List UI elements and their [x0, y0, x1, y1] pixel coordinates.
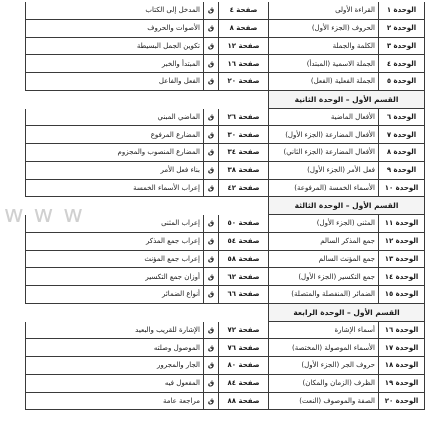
section-header-spacer — [25, 304, 268, 322]
lesson-title: إعراب جمع المؤنث — [25, 251, 203, 269]
page-number: صفحة ٧٦ — [218, 339, 268, 357]
section-header: القسم الأول – الوحدة الثانية — [268, 91, 425, 109]
page-number: صفحة ٣٨ — [218, 162, 268, 180]
table-row — [25, 322, 425, 340]
unit-number: الوحدة ٧ — [378, 126, 425, 144]
page-number: صفحة ٨٤ — [218, 375, 268, 393]
unit-number: الوحدة ١٦ — [378, 322, 425, 340]
lesson-title: إعراب المثنى — [25, 215, 203, 233]
table-row — [25, 162, 425, 180]
row-mark: ق — [203, 144, 218, 162]
unit-number: الوحدة ٣ — [378, 38, 425, 56]
table-row — [25, 339, 425, 357]
row-mark: ق — [203, 322, 218, 340]
table-row — [25, 233, 425, 251]
unit-number: الوحدة ١٨ — [378, 357, 425, 375]
page-number: صفحة ٣٤ — [218, 144, 268, 162]
unit-title: الأفعال المضارعة (الجزء الأول) — [268, 126, 378, 144]
row-mark: ق — [203, 357, 218, 375]
unit-title: فعل الأمر (الجزء الأول) — [268, 162, 378, 180]
table-row — [25, 2, 425, 20]
watermark: www — [4, 200, 93, 228]
unit-title: الجملة الاسمية (المبتدأ) — [268, 55, 378, 73]
unit-number: الوحدة ١٥ — [378, 286, 425, 304]
unit-number: الوحدة ٢٠ — [378, 393, 425, 411]
unit-title: المثنى (الجزء الأول) — [268, 215, 378, 233]
page-number: صفحة ٧٢ — [218, 322, 268, 340]
unit-title: جمع المذكر السالم — [268, 233, 378, 251]
unit-number: الوحدة ١ — [378, 2, 425, 20]
section-header-spacer — [25, 197, 268, 215]
unit-number: الوحدة ١٢ — [378, 233, 425, 251]
section-header: القسم الأول – الوحدة الرابعة — [268, 304, 425, 322]
section-header-row — [25, 197, 425, 215]
unit-number: الوحدة ١٩ — [378, 375, 425, 393]
lesson-title: المفعول فيه — [25, 375, 203, 393]
unit-number: الوحدة ٥ — [378, 73, 425, 91]
unit-title: الضمائر (المنفصلة والمتصلة) — [268, 286, 378, 304]
table-row — [25, 357, 425, 375]
page-number: صفحة ٨٠ — [218, 357, 268, 375]
row-mark: ق — [203, 38, 218, 56]
unit-title: القراءة الأولى — [268, 2, 378, 20]
page-number: صفحة ٣٠ — [218, 126, 268, 144]
page-number: صفحة ٢٠ — [218, 73, 268, 91]
page-number: صفحة ٦٢ — [218, 268, 268, 286]
lesson-title: تكوين الجمل البسيطة — [25, 38, 203, 56]
page-number: صفحة ٥٨ — [218, 251, 268, 269]
unit-title: الأسماء الخمسة (المرفوعة) — [268, 180, 378, 198]
lesson-title: المضارع المنصوب والمجزوم — [25, 144, 203, 162]
lesson-title: الجار والمجرور — [25, 357, 203, 375]
unit-number: الوحدة ١٠ — [378, 180, 425, 198]
table-row — [25, 251, 425, 269]
page-number: صفحة ٦٦ — [218, 286, 268, 304]
unit-number: الوحدة ١٣ — [378, 251, 425, 269]
table-row — [25, 286, 425, 304]
row-mark: ق — [203, 393, 218, 411]
page-number: صفحة ٨ — [218, 20, 268, 38]
page-number: صفحة ٥٤ — [218, 233, 268, 251]
row-mark: ق — [203, 375, 218, 393]
unit-number: الوحدة ٤ — [378, 55, 425, 73]
unit-number: الوحدة ١١ — [378, 215, 425, 233]
page-number: صفحة ١٢ — [218, 38, 268, 56]
lesson-title: مراجعة عامة — [25, 393, 203, 411]
row-mark: ق — [203, 73, 218, 91]
lesson-title: الإشارة للقريب والبعيد — [25, 322, 203, 340]
unit-number: الوحدة ١٤ — [378, 268, 425, 286]
lesson-title: الموصول وصلته — [25, 339, 203, 357]
unit-title: الأفعال المضارعة (الجزء الثاني) — [268, 144, 378, 162]
row-mark: ق — [203, 2, 218, 20]
section-header-row — [25, 304, 425, 322]
row-mark: ق — [203, 20, 218, 38]
table-row — [25, 375, 425, 393]
unit-title: الكلمة والجملة — [268, 38, 378, 56]
page-number: صفحة ٨٨ — [218, 393, 268, 411]
table-row — [25, 180, 425, 198]
table-row — [25, 109, 425, 127]
row-mark: ق — [203, 251, 218, 269]
section-header-row — [25, 91, 425, 109]
table-row — [25, 73, 425, 91]
lesson-title: بناء فعل الأمر — [25, 162, 203, 180]
unit-title: الأسماء الموصولة (المختصة) — [268, 339, 378, 357]
table-row — [25, 55, 425, 73]
row-mark: ق — [203, 268, 218, 286]
section-header-spacer — [25, 91, 268, 109]
row-mark: ق — [203, 180, 218, 198]
unit-title: أسماء الإشارة — [268, 322, 378, 340]
page-number: صفحة ٥٠ — [218, 215, 268, 233]
unit-title: جمع التكسير (الجزء الأول) — [268, 268, 378, 286]
unit-title: الأفعال الماضية — [268, 109, 378, 127]
contents-table — [25, 2, 425, 410]
lesson-title: الماضي المبني — [25, 109, 203, 127]
table-row — [25, 144, 425, 162]
unit-title: الصفة والموصوف (النعت) — [268, 393, 378, 411]
unit-number: الوحدة ٦ — [378, 109, 425, 127]
row-mark: ق — [203, 339, 218, 357]
unit-number: الوحدة ٨ — [378, 144, 425, 162]
row-mark: ق — [203, 215, 218, 233]
row-mark: ق — [203, 55, 218, 73]
row-mark: ق — [203, 162, 218, 180]
table-row — [25, 126, 425, 144]
unit-title: الظرف (الزمان والمكان) — [268, 375, 378, 393]
unit-number: الوحدة ٩ — [378, 162, 425, 180]
row-mark: ق — [203, 126, 218, 144]
lesson-title: الأصوات والحروف — [25, 20, 203, 38]
page-number: صفحة ٤٢ — [218, 180, 268, 198]
section-header: القسم الأول – الوحدة الثالثة — [268, 197, 425, 215]
row-mark: ق — [203, 286, 218, 304]
lesson-title: إعراب الأسماء الخمسة — [25, 180, 203, 198]
unit-number: الوحدة ١٧ — [378, 339, 425, 357]
unit-title: جمع المؤنث السالم — [268, 251, 378, 269]
lesson-title: المبتدأ والخبر — [25, 55, 203, 73]
page-number: صفحة ١٦ — [218, 55, 268, 73]
table-row — [25, 20, 425, 38]
table-row — [25, 38, 425, 56]
page-number: صفحة ٢٦ — [218, 109, 268, 127]
table-row — [25, 268, 425, 286]
unit-title: الحروف (الجزء الأول) — [268, 20, 378, 38]
table-row — [25, 393, 425, 411]
page-number: صفحة ٤ — [218, 2, 268, 20]
unit-number: الوحدة ٢ — [378, 20, 425, 38]
lesson-title: إعراب جمع المذكر — [25, 233, 203, 251]
row-mark: ق — [203, 109, 218, 127]
lesson-title: أوزان جمع التكسير — [25, 268, 203, 286]
row-mark: ق — [203, 233, 218, 251]
lesson-title: الفعل والفاعل — [25, 73, 203, 91]
unit-title: حروف الجر (الجزء الأول) — [268, 357, 378, 375]
lesson-title: المضارع المرفوع — [25, 126, 203, 144]
lesson-title: أنواع الضمائر — [25, 286, 203, 304]
table-row — [25, 215, 425, 233]
lesson-title: المدخل إلى الكتاب — [25, 2, 203, 20]
unit-title: الجملة الفعلية (الفعل) — [268, 73, 378, 91]
